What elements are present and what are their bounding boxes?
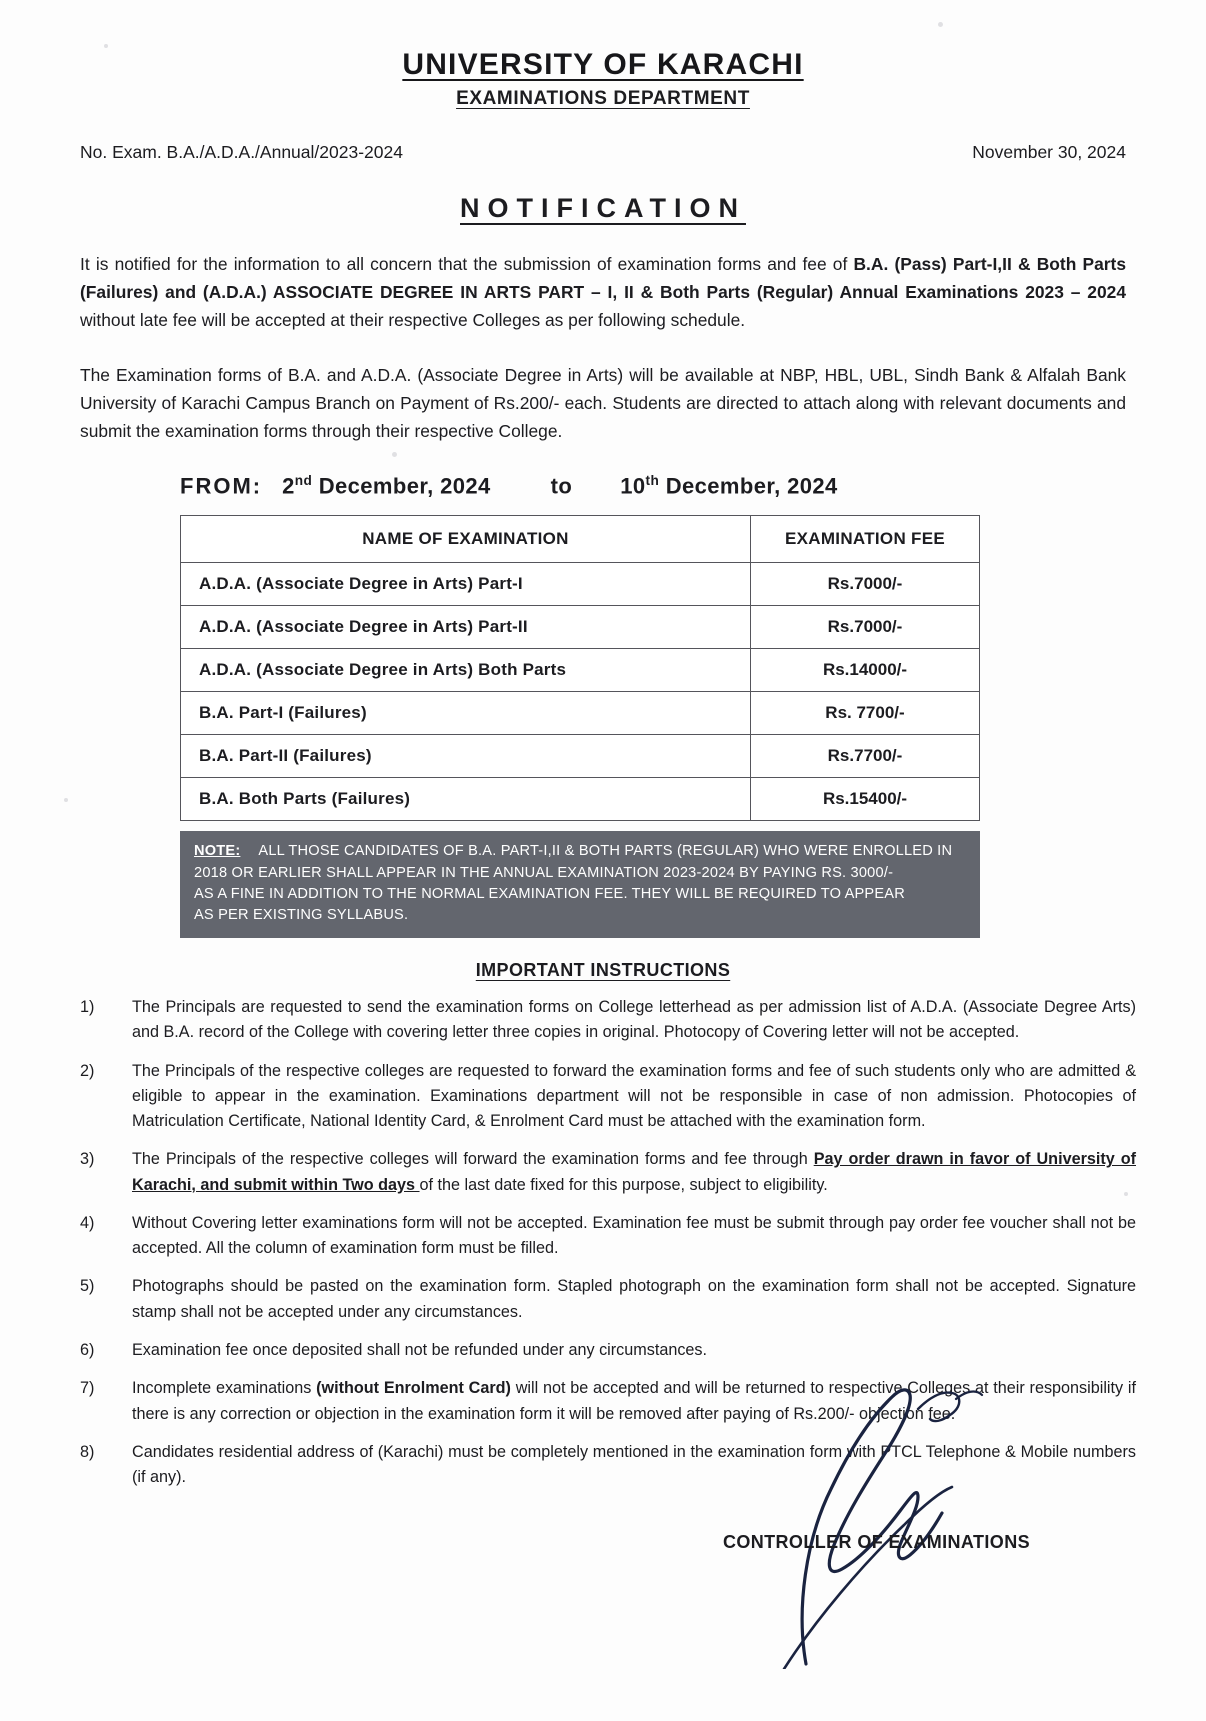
exam-fee: Rs.14000/-: [751, 649, 980, 692]
exam-fee: Rs.7000/-: [751, 606, 980, 649]
table-row: [181, 735, 980, 778]
note-line-4: AS PER EXISTING SYLLABUS.: [194, 906, 409, 923]
from-day: 2: [282, 473, 295, 499]
to-date-rest: December, 2024: [665, 473, 838, 499]
list-item-number: 8): [80, 1442, 95, 1461]
exam-name: B.A. Part-II (Failures): [181, 735, 751, 778]
table-header-row: [181, 516, 980, 563]
table-row: [181, 692, 980, 735]
list-item-text-before: Incomplete examinations: [132, 1379, 317, 1398]
table-row: [181, 563, 980, 606]
list-item-number: 2): [80, 1061, 95, 1080]
scan-speck: [64, 798, 68, 802]
reference-line: [80, 142, 1126, 163]
list-item-text: Photographs should be pasted on the examination form. Stapled photograph on the examination form shall not be accepted. Signature stamp shall not be accepted under any circumstances.: [132, 1277, 1136, 1321]
signature-icon: [656, 1369, 1016, 1669]
list-item-underlined: Pay order drawn in favor of University of Karachi, and submit within Two days: [132, 1150, 1136, 1194]
list-item: [80, 1059, 1136, 1135]
from-date-rest: December, 2024: [318, 473, 491, 499]
from-day-suffix: nd: [294, 473, 313, 489]
reference-number: No. Exam. B.A./A.D.A./Annual/2023-2024: [80, 142, 403, 162]
exam-fee: Rs.7000/-: [751, 563, 980, 606]
list-item: [80, 1338, 1136, 1363]
list-item-number: 1): [80, 998, 95, 1017]
list-item-text: The Principals are requested to send the examination forms on College letterhead as per admission list of A.D.A. (Associate Degree Arts) and B.A. record of the College with covering letter three copies in original. Photocopy of Covering letter will not be accepted.: [132, 998, 1136, 1042]
scan-speck: [104, 44, 108, 48]
paragraph-1-bold: B.A. (Pass) Part-I,II & Both Parts (Failures) and (A.D.A.) ASSOCIATE DEGREE IN ARTS PART – I, II & Both Parts (Regular) Annual Examinations 2023 – 2024: [80, 254, 1127, 303]
controller-signature-label: CONTROLLER OF EXAMINATIONS: [722, 1532, 1030, 1552]
from-label: FROM:: [180, 473, 263, 499]
list-item-text-before: The Principals of the respective colleges will forward the examination forms and fee through: [132, 1150, 814, 1169]
to-label: to: [550, 473, 573, 499]
column-header-name: NAME OF EXAMINATION: [181, 516, 751, 563]
list-item-number: 3): [80, 1150, 95, 1169]
exam-name: A.D.A. (Associate Degree in Arts) Part-I: [181, 563, 751, 606]
instructions-title: IMPORTANT INSTRUCTIONS: [475, 960, 731, 981]
list-item-text: Candidates residential address of (Karachi) must be completely mentioned in the examination form with PTCL Telephone & Mobile numbers (if any).: [132, 1442, 1136, 1487]
paragraph-1: [80, 250, 1126, 335]
note-box: [180, 831, 980, 938]
list-item-number: 5): [80, 1277, 95, 1296]
exam-name: A.D.A. (Associate Degree in Arts) Part-II: [181, 606, 751, 649]
column-header-fee: EXAMINATION FEE: [751, 516, 980, 563]
fee-table: [180, 515, 980, 821]
list-item-text: Examination fee once deposited shall not be refunded under any circumstances.: [132, 1341, 708, 1359]
list-item-bold: (without Enrolment Card): [316, 1379, 511, 1398]
scan-speck: [1124, 1192, 1128, 1196]
list-item-text: [132, 1147, 1136, 1198]
exam-name: B.A. Both Parts (Failures): [181, 778, 751, 821]
to-day: 10: [620, 473, 646, 499]
exam-name: B.A. Part-I (Failures): [181, 692, 751, 735]
table-row: [181, 778, 980, 821]
list-item: [80, 1211, 1136, 1262]
to-day-suffix: th: [645, 473, 660, 489]
note-label: NOTE:: [194, 843, 241, 860]
list-item: [80, 1274, 1136, 1325]
list-item: [80, 1147, 1136, 1198]
list-item-text-after: of the last date fixed for this purpose, subject to eligibility.: [419, 1175, 828, 1194]
exam-fee: Rs.15400/-: [751, 778, 980, 821]
list-item-text-after: will not be accepted and will be returned to respective Colleges at their responsibility if there is any correction or objection in the examination form it will be removed after paying of Rs.200/- objection fee.: [132, 1379, 1136, 1423]
exam-name: A.D.A. (Associate Degree in Arts) Both Parts: [181, 649, 751, 692]
document-header: [0, 0, 1206, 110]
signature-area: [616, 1369, 1036, 1539]
paragraph-2: The Examination forms of B.A. and A.D.A. (Associate Degree in Arts) will be available at NBP, HBL, UBL, Sindh Bank & Alfalah Bank University of Karachi Campus Branch on Payment of Rs.200/- each. Students are directed to attach along with relevant documents and submit the examination forms through their respective College.: [80, 364, 1126, 441]
list-item-number: 6): [80, 1341, 95, 1359]
table-row: [181, 606, 980, 649]
department-name: EXAMINATIONS DEPARTMENT: [456, 88, 750, 109]
note-line-1: ALL THOSE CANDIDATES OF B.A. PART-I,II & BOTH PARTS (REGULAR) WHO WERE ENROLLED IN: [258, 843, 953, 860]
exam-fee: Rs. 7700/-: [751, 692, 980, 735]
list-item-number: 7): [80, 1379, 95, 1398]
exam-fee: Rs.7700/-: [751, 735, 980, 778]
note-line-2: 2018 OR EARLIER SHALL APPEAR IN THE ANNUAL EXAMINATION 2023-2024 BY PAYING RS. 3000/-: [194, 864, 894, 881]
list-item-text: The Principals of the respective colleges are requested to forward the examination forms and fee of such students only who are admitted & eligible to appear in the examination. Examinations department will not be responsible in case of non admission. Photocopies of Matriculation Certificate, National Identity Card, & Enrolment Card must be attached with the examination form.: [132, 1061, 1136, 1131]
list-item-number: 4): [80, 1213, 95, 1232]
notification-date: November 30, 2024: [972, 142, 1126, 162]
scan-speck: [392, 452, 397, 457]
list-item: [80, 995, 1136, 1046]
schedule-line: [180, 473, 1206, 499]
university-name: UNIVERSITY OF KARACHI: [402, 48, 804, 81]
scan-speck: [938, 22, 943, 27]
paragraph-1-text-after: without late fee will be accepted at their respective Colleges as per following schedule.: [80, 310, 746, 331]
paragraph-1-text-before: It is notified for the information to all concern that the submission of examination forms and fee of: [80, 254, 854, 274]
list-item-text: Without Covering letter examinations form will not be accepted. Examination fee must be submit through pay order fee voucher shall not be accepted. All the column of examination form must be filled.: [132, 1213, 1136, 1258]
note-line-3: AS A FINE IN ADDITION TO THE NORMAL EXAMINATION FEE. THEY WILL BE REQUIRED TO APPEAR: [194, 885, 905, 902]
table-row: [181, 649, 980, 692]
page-title: NOTIFICATION: [460, 193, 746, 223]
